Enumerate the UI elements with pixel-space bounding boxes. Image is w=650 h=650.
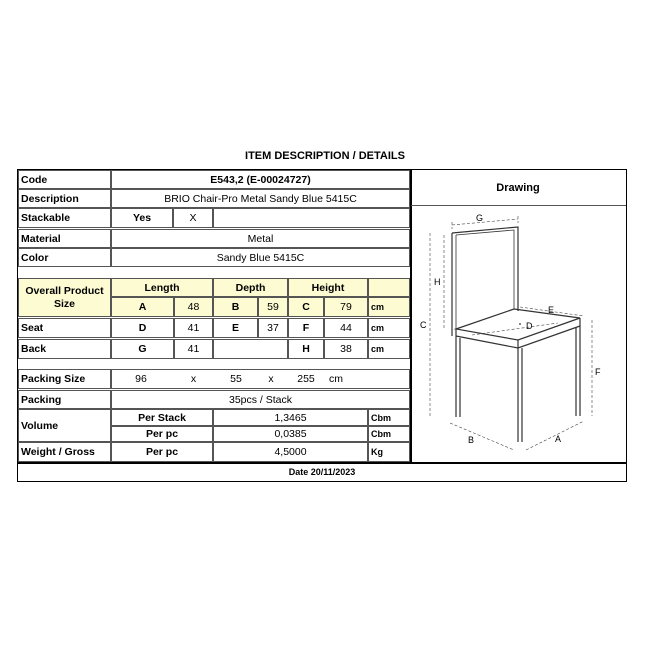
- dim-value-e: 37: [258, 318, 288, 338]
- dim-value-d: 41: [174, 318, 213, 338]
- dim-value-g: 41: [174, 339, 213, 359]
- dim-unit-seat: cm: [368, 318, 410, 338]
- code-value: E543,2 (E-00024727): [111, 170, 410, 189]
- description-label: Description: [18, 189, 111, 208]
- color-value: Sandy Blue 5415C: [111, 248, 410, 267]
- dim-letter-e: E: [213, 318, 258, 338]
- seat-label: Seat: [18, 318, 111, 338]
- weight-label: Weight / Gross: [18, 442, 111, 462]
- volume-per-stack-unit: Cbm: [368, 409, 410, 426]
- dim-value-h: 38: [324, 339, 368, 359]
- volume-per-stack-label: Per Stack: [111, 409, 213, 426]
- dim-letter-c: C: [288, 297, 324, 317]
- stackable-label: Stackable: [18, 208, 111, 228]
- packing-value: 35pcs / Stack: [111, 390, 410, 409]
- material-label: Material: [18, 229, 111, 248]
- dim-value-a: 48: [174, 297, 213, 317]
- material-value: Metal: [111, 229, 410, 248]
- packing-unit: cm: [329, 373, 343, 385]
- volume-per-stack-value: 1,3465: [213, 409, 368, 426]
- length-header: Length: [111, 278, 213, 297]
- drawing-title: Drawing: [496, 182, 540, 194]
- dim-letter-b: B: [213, 297, 258, 317]
- chair-drawing: [410, 205, 626, 460]
- dim-letter-h: H: [288, 339, 324, 359]
- date-stamp: Date 20/11/2023: [288, 467, 356, 477]
- packing-height: 255: [297, 373, 315, 385]
- volume-per-pc-value: 0,0385: [213, 426, 368, 442]
- dim-letter-a: A: [111, 297, 174, 317]
- dim-letter-g: G: [111, 339, 174, 359]
- packing-times-1: x: [190, 373, 197, 385]
- packing-label: Packing: [18, 390, 111, 409]
- chair-outline: [452, 227, 580, 442]
- label-a-icon: A: [555, 434, 562, 444]
- dim-letter-d: D: [111, 318, 174, 338]
- label-g-icon: G: [476, 213, 484, 223]
- volume-per-pc-unit: Cbm: [368, 426, 410, 442]
- header-filler: [368, 278, 410, 297]
- label-c-icon: C: [420, 320, 427, 330]
- stackable-empty: [213, 208, 410, 228]
- label-b-icon: B: [468, 435, 475, 445]
- stackable-mark: X: [173, 208, 213, 228]
- packing-size-label: Packing Size: [18, 369, 111, 389]
- volume-label: Volume: [18, 409, 111, 442]
- label-e-icon: E: [548, 305, 555, 315]
- weight-per-pc-label: Per pc: [111, 442, 213, 462]
- dim-value-f: 44: [324, 318, 368, 338]
- packing-length: 96: [135, 373, 147, 385]
- dimension-lines: [430, 216, 592, 450]
- label-f-icon: F: [595, 367, 601, 377]
- label-d-icon: D: [526, 321, 533, 331]
- dim-letter-f: F: [288, 318, 324, 338]
- back-label: Back: [18, 339, 111, 359]
- label-h-icon: H: [434, 277, 441, 287]
- dim-back-empty: [213, 339, 288, 359]
- color-label: Color: [18, 248, 111, 267]
- dim-value-b: 59: [258, 297, 288, 317]
- height-header: Height: [288, 278, 368, 297]
- packing-width: 55: [230, 373, 242, 385]
- description-value: BRIO Chair-Pro Metal Sandy Blue 5415C: [111, 189, 410, 208]
- weight-unit: Kg: [368, 442, 410, 462]
- volume-per-pc-label: Per pc: [111, 426, 213, 442]
- page-title: ITEM DESCRIPTION / DETAILS: [245, 150, 405, 162]
- stackable-yes: Yes: [111, 208, 173, 228]
- overall-size-label: Overall Product Size: [18, 278, 111, 317]
- weight-value: 4,5000: [213, 442, 368, 462]
- dim-value-c: 79: [324, 297, 368, 317]
- code-label: Code: [18, 170, 111, 189]
- packing-times-2: x: [268, 373, 274, 385]
- depth-header: Depth: [213, 278, 288, 297]
- dim-unit-overall: cm: [368, 297, 410, 317]
- dim-unit-back: cm: [368, 339, 410, 359]
